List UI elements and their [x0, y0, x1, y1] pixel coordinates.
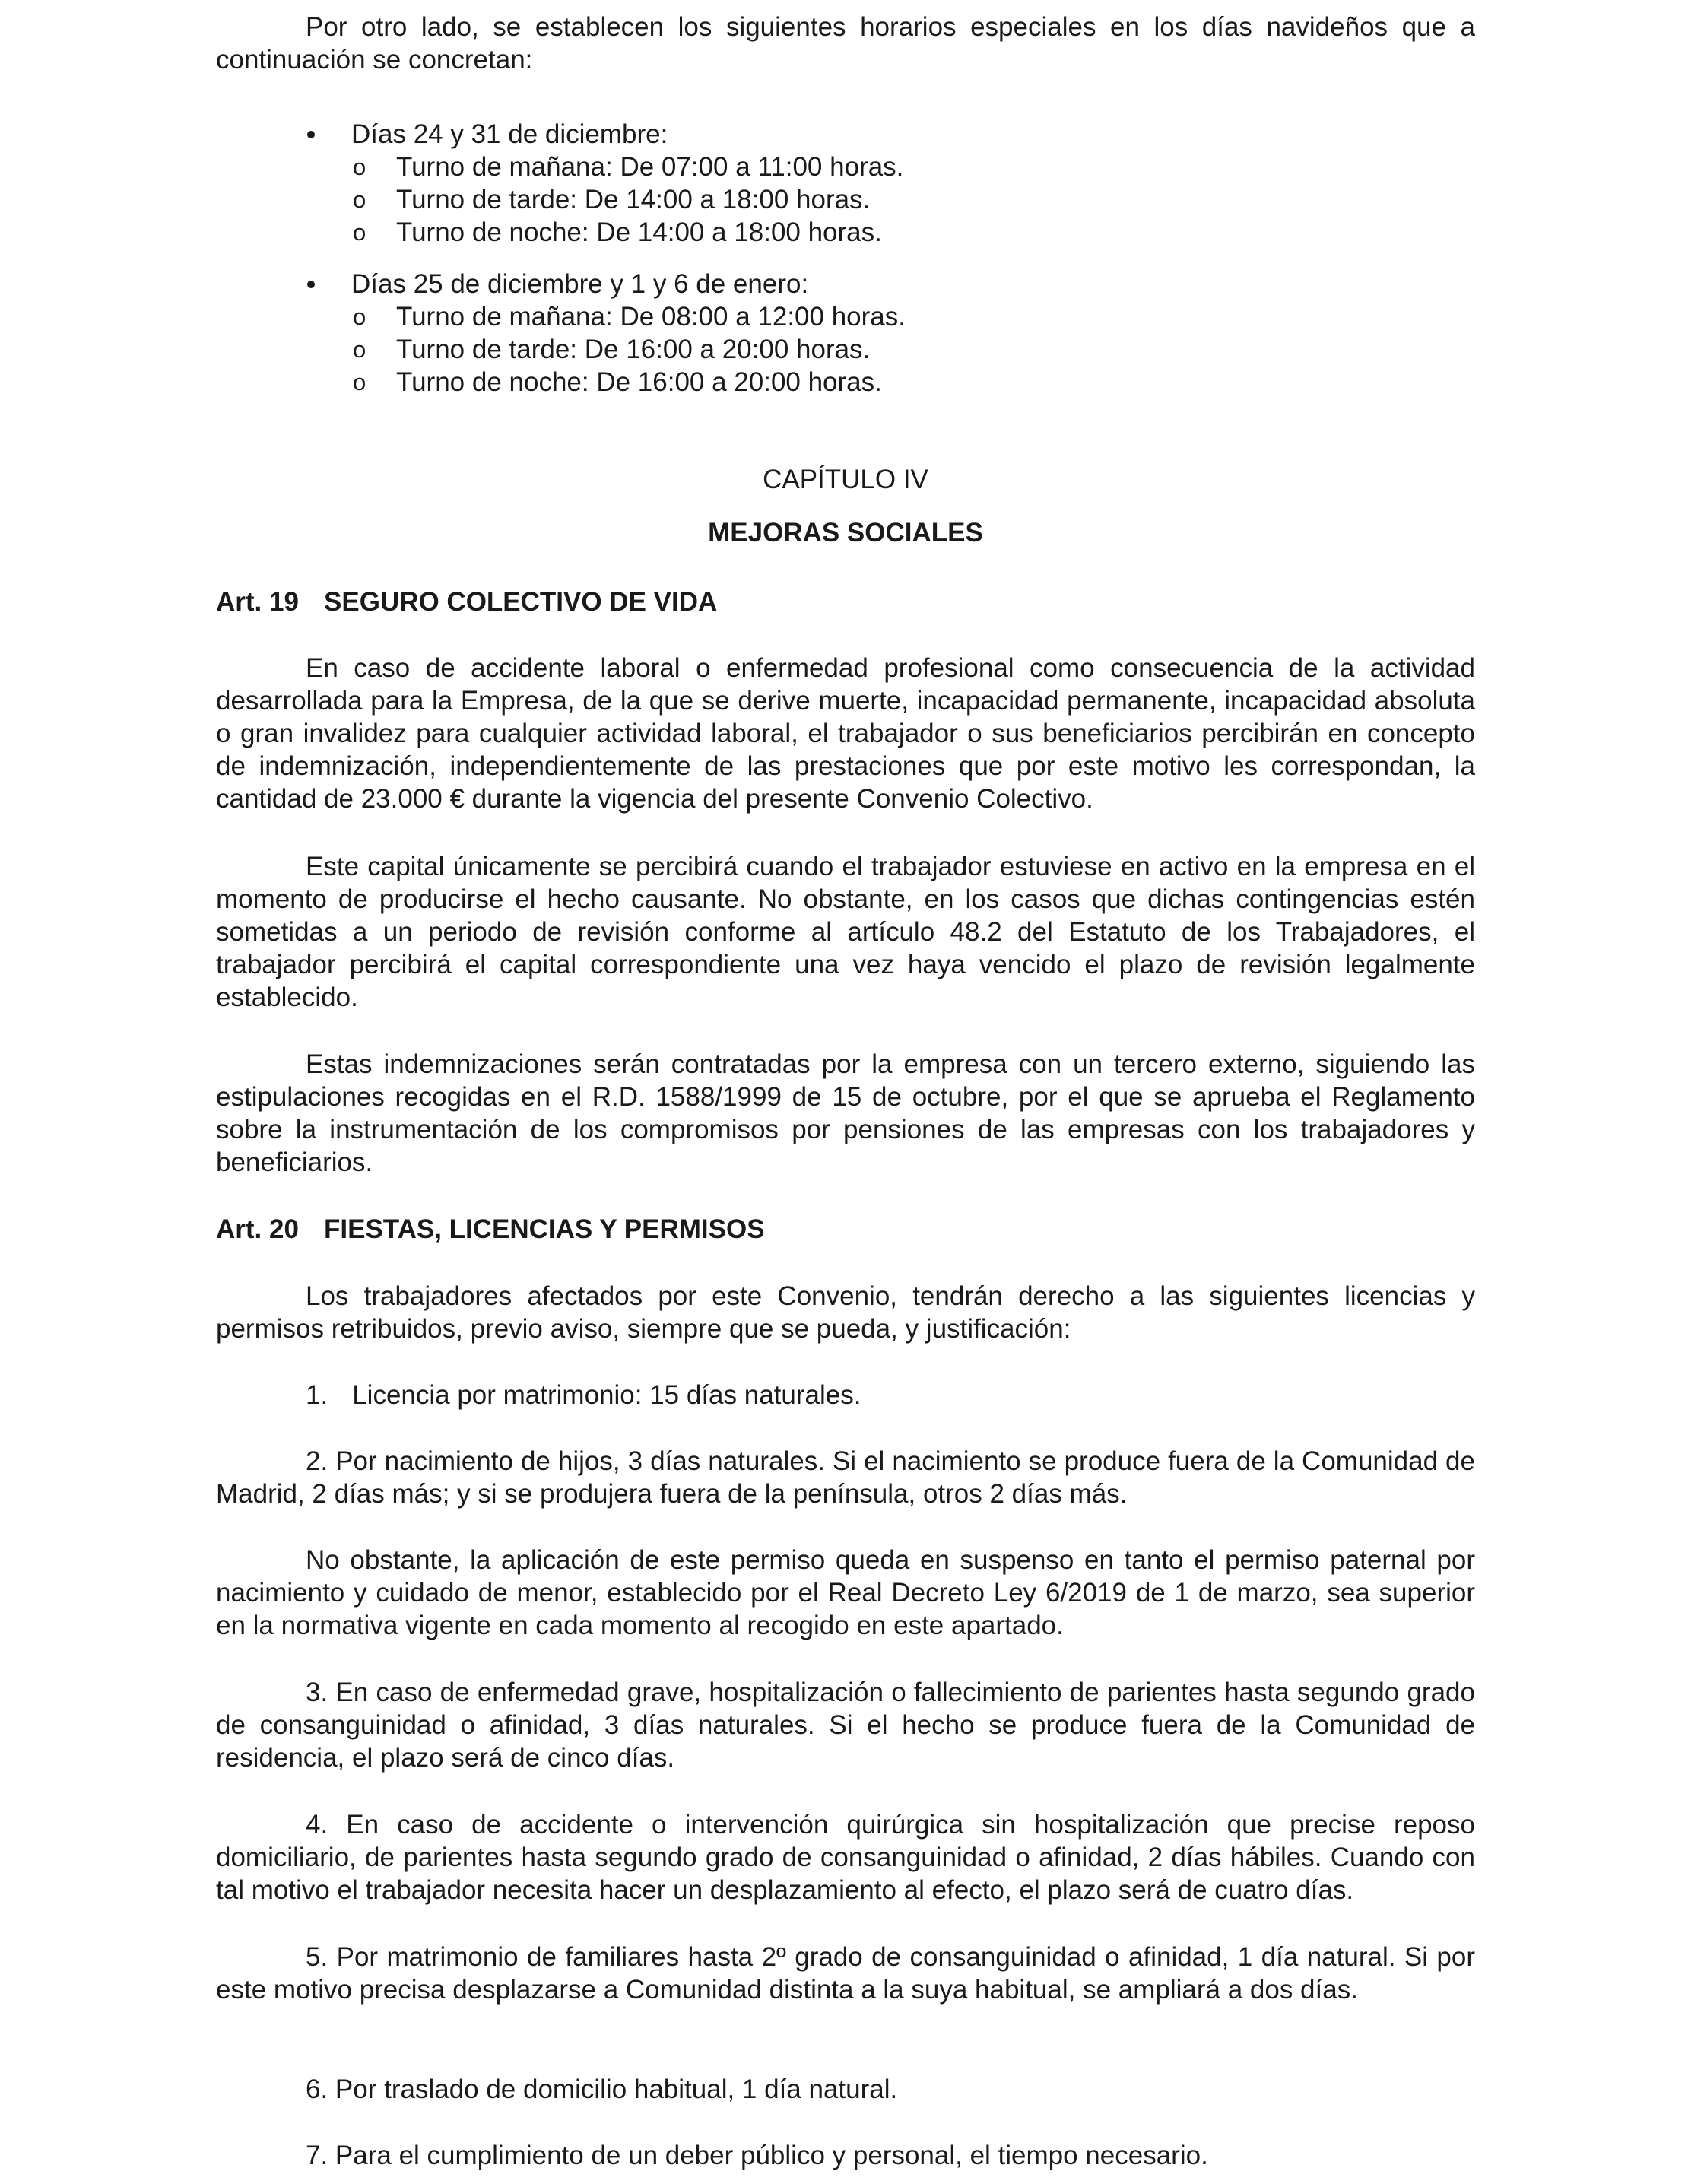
bullet-dot-icon — [307, 281, 315, 288]
art20-item-3: 3. En caso de enfermedad grave, hospitalización o fallecimiento de parientes hasta segundo grado de consanguinidad o afinidad, 3 días naturales. Si el hecho se produce fuera de la Comunidad de residencia, el plazo será de cinco días. — [216, 1678, 1475, 1773]
article-19-heading — [216, 586, 717, 618]
bullet-dot-icon — [307, 131, 315, 138]
article-number: Art. 20 — [216, 1214, 299, 1244]
article-20-heading — [216, 1213, 765, 1246]
shift-text: Turno de tarde: De 14:00 a 18:00 horas. — [396, 185, 871, 214]
chapter-title: MEJORAS SOCIALES — [708, 518, 983, 548]
circle-bullet-icon: o — [353, 303, 366, 330]
article-title: SEGURO COLECTIVO DE VIDA — [324, 587, 718, 617]
art20-item-2: 2. Por nacimiento de hijos, 3 días naturales. Si el nacimiento se produce fuera de la Comunidad de Madrid, 2 días más; y si se produjera fuera de la península, otros 2 días más. — [216, 1446, 1475, 1509]
schedule-title: Días 25 de diciembre y 1 y 6 de enero: — [351, 269, 809, 299]
schedule-title: Días 24 y 31 de diciembre: — [351, 119, 668, 149]
art20-item-7: 7. Para el cumplimiento de un deber público y personal, el tiempo necesario. — [306, 2141, 1208, 2170]
art20-item-5: 5. Por matrimonio de familiares hasta 2º grado de consanguinidad o afinidad, 1 día natural. Si por este motivo precisa desplazarse a Comunidad distinta a la suya habitual, se ampliará a dos días. — [216, 1942, 1475, 2005]
item-number: 1. — [306, 1380, 328, 1410]
article-title: FIESTAS, LICENCIAS Y PERMISOS — [324, 1214, 765, 1244]
shift-text: Turno de noche: De 14:00 a 18:00 horas. — [396, 217, 882, 247]
art19-paragraph-3: Estas indemnizaciones serán contratadas por la empresa con un tercero externo, siguiendo las estipulaciones recogidas en el R.D. 1588/1999 de 15 de octubre, por el que se aprueba el Reglamento sobre la instrumentación de los compromisos por pensiones de las empresas con los trabajadores y beneficiarios. — [216, 1049, 1475, 1177]
chapter-label: CAPÍTULO IV — [763, 465, 928, 494]
art19-paragraph-1: En caso de accidente laboral o enfermedad profesional como consecuencia de la actividad desarrollada para la Empresa, de la que se derive muerte, incapacidad permanente, incapacidad absoluta o gran invalidez para cualquier actividad laboral, el trabajador o sus beneficiarios percibirán en concepto de indemnización, independientemente de las prestaciones que por este motivo les correspondan, la cantidad de 23.000 € durante la vigencia del presente Convenio Colectivo. — [216, 653, 1475, 814]
document-page — [216, 0, 1475, 2184]
shift-text: Turno de mañana: De 07:00 a 11:00 horas. — [396, 152, 904, 182]
art20-item-2-note: No obstante, la aplicación de este permiso queda en suspenso en tanto el permiso paternal por nacimiento y cuidado de menor, establecido por el Real Decreto Ley 6/2019 de 1 de marzo, sea superior en la normativa vigente en cada momento al recogido en este apartado. — [216, 1545, 1475, 1640]
shift-text: Turno de tarde: De 16:00 a 20:00 horas. — [396, 335, 871, 364]
art20-item-4: 4. En caso de accidente o intervención quirúrgica sin hospitalización que precise reposo domiciliario, de parientes hasta segundo grado de consanguinidad o afinidad, 2 días hábiles. Cuando con tal motivo el trabajador necesita hacer un desplazamiento al efecto, el plazo será de cuatro días. — [216, 1810, 1475, 1905]
item-text: Licencia por matrimonio: 15 días naturales. — [352, 1380, 861, 1410]
art20-item-1 — [306, 1379, 861, 1411]
circle-bullet-icon: o — [353, 369, 366, 395]
circle-bullet-icon: o — [353, 219, 366, 246]
art20-item-6: 6. Por traslado de domicilio habitual, 1 día natural. — [306, 2074, 898, 2104]
circle-bullet-icon: o — [353, 154, 366, 180]
art20-intro: Los trabajadores afectados por este Convenio, tendrán derecho a las siguientes licencias y permisos retribuidos, previo aviso, siempre que se pueda, y justificación: — [216, 1281, 1475, 1344]
art19-paragraph-2: Este capital únicamente se percibirá cuando el trabajador estuviese en activo en la empresa en el momento de producirse el hecho causante. No obstante, en los casos que dichas contingencias estén sometidas a un periodo de revisión conforme al artículo 48.2 del Estatuto de los Trabajadores, el trabajador percibirá el capital correspondiente una vez haya vencido el plazo de revisión legalmente establecido. — [216, 852, 1475, 1012]
circle-bullet-icon: o — [353, 186, 366, 213]
shift-text: Turno de mañana: De 08:00 a 12:00 horas. — [396, 302, 906, 332]
intro-paragraph: Por otro lado, se establecen los siguientes horarios especiales en los días navideños que a continuación se concretan: — [216, 12, 1475, 75]
circle-bullet-icon: o — [353, 336, 366, 363]
shift-text: Turno de noche: De 16:00 a 20:00 horas. — [396, 367, 882, 397]
article-number: Art. 19 — [216, 587, 299, 617]
